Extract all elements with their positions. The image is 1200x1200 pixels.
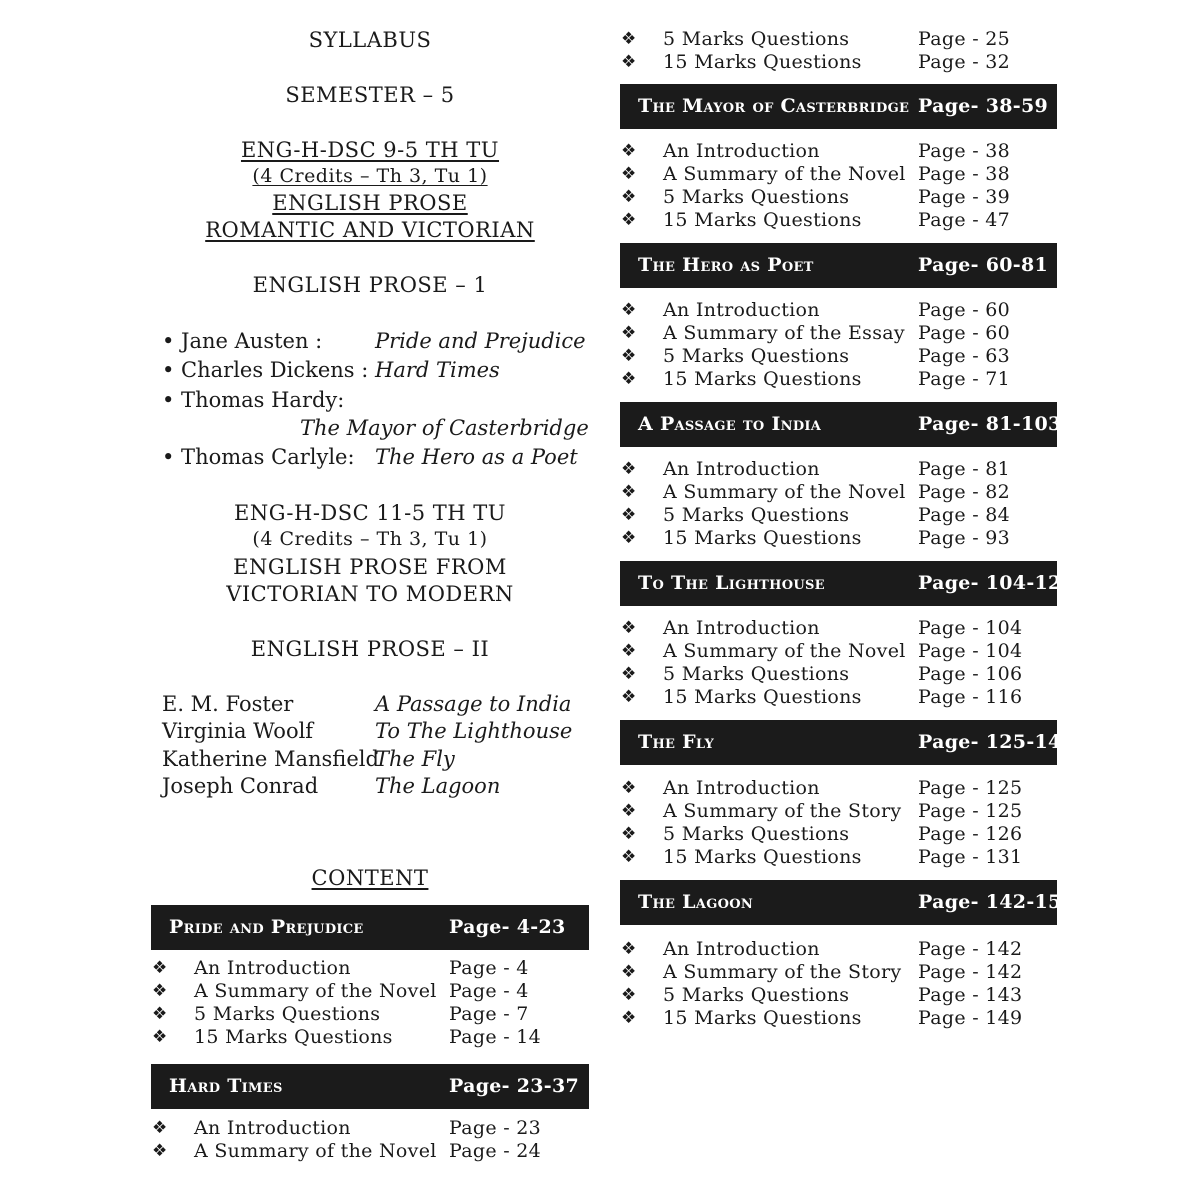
content-item-page: Page - 81 — [918, 458, 1011, 480]
content-item-page: Page - 60 — [918, 299, 1011, 321]
section-title: The Fly — [638, 731, 715, 753]
content-item-label: An Introduction — [194, 1117, 351, 1139]
content-item-page: Page - 143 — [918, 984, 1023, 1006]
diamond-bullet-icon: ❖ — [152, 958, 168, 978]
content-item-page: Page - 63 — [918, 345, 1011, 367]
content-item-page: Page - 142 — [918, 938, 1023, 960]
section-title: The Lagoon — [638, 891, 754, 913]
content-item-page: Page - 4 — [449, 980, 529, 1002]
content-item-label: A Summary of the Story — [663, 961, 902, 983]
content-item-page: Page - 104 — [918, 617, 1023, 639]
diamond-bullet-icon: ❖ — [621, 52, 637, 72]
section-header-bar — [620, 402, 1062, 447]
paper2-name-line1: ENGLISH PROSE FROM — [233, 555, 507, 579]
content-item-label: An Introduction — [663, 617, 820, 639]
diamond-bullet-icon: ❖ — [621, 369, 637, 389]
paper2-author: Virginia Woolf — [162, 719, 314, 743]
section-title: The Mayor of Casterbridge — [638, 95, 910, 117]
paper1-credits: (4 Credits – Th 3, Tu 1) — [252, 165, 488, 187]
paper2-author: Joseph Conrad — [162, 774, 319, 798]
content-item-page: Page - 60 — [918, 322, 1011, 344]
section-page-range: Page- 104-124 — [918, 572, 1076, 594]
content-item-label: A Summary of the Novel — [194, 1140, 437, 1162]
content-item-page: Page - 25 — [918, 28, 1011, 50]
content-item-page: Page - 38 — [918, 140, 1011, 162]
section-page-range: Page- 38-59 — [918, 95, 1049, 117]
content-item-label: 5 Marks Questions — [663, 984, 850, 1006]
content-item-page: Page - 7 — [449, 1003, 529, 1025]
content-item-page: Page - 125 — [918, 800, 1023, 822]
section-page-range: Page- 81-103 — [918, 413, 1062, 435]
content-heading: CONTENT — [311, 866, 429, 890]
content-item-label: 15 Marks Questions — [663, 527, 862, 549]
paper1-work: Pride and Prejudice — [375, 329, 586, 353]
content-item-label: An Introduction — [663, 458, 820, 480]
paper1-author-row — [162, 329, 322, 353]
paper2-name-line2: VICTORIAN TO MODERN — [226, 582, 514, 606]
content-item-label: An Introduction — [194, 957, 351, 979]
diamond-bullet-icon: ❖ — [621, 505, 637, 525]
content-item-label: 5 Marks Questions — [663, 823, 850, 845]
paper2-work: The Fly — [375, 747, 455, 771]
content-item-page: Page - 149 — [918, 1007, 1023, 1029]
diamond-bullet-icon: ❖ — [621, 300, 637, 320]
paper1-name-line2: ROMANTIC AND VICTORIAN — [205, 218, 535, 242]
diamond-bullet-icon: ❖ — [152, 1118, 168, 1138]
content-item-page: Page - 131 — [918, 846, 1023, 868]
content-item-label: 15 Marks Questions — [663, 686, 862, 708]
content-item-label: 15 Marks Questions — [194, 1026, 393, 1048]
paper1-subhead: ENGLISH PROSE – 1 — [252, 273, 488, 297]
section-header-bar — [151, 905, 589, 950]
content-item-page: Page - 23 — [449, 1117, 542, 1139]
paper2-work: The Lagoon — [375, 774, 501, 798]
content-item-label: 5 Marks Questions — [663, 504, 850, 526]
diamond-bullet-icon: ❖ — [621, 824, 637, 844]
paper1-work: The Hero as a Poet — [375, 445, 578, 469]
paper2-author: E. M. Foster — [162, 692, 294, 716]
content-item-page: Page - 32 — [918, 51, 1011, 73]
content-item-label: An Introduction — [663, 299, 820, 321]
content-item-label: A Summary of the Novel — [663, 640, 906, 662]
content-item-page: Page - 47 — [918, 209, 1011, 231]
content-item-label: 15 Marks Questions — [663, 209, 862, 231]
diamond-bullet-icon: ❖ — [621, 962, 637, 982]
diamond-bullet-icon: ❖ — [621, 323, 637, 343]
diamond-bullet-icon: ❖ — [621, 641, 637, 661]
section-title: A Passage to India — [638, 413, 822, 435]
content-item-page: Page - 116 — [918, 686, 1023, 708]
author-name: • Jane Austen : — [162, 329, 323, 353]
diamond-bullet-icon: ❖ — [621, 164, 637, 184]
section-header-bar — [620, 880, 1076, 925]
content-item-label: A Summary of the Story — [663, 800, 902, 822]
diamond-bullet-icon: ❖ — [621, 778, 637, 798]
diamond-bullet-icon: ❖ — [621, 459, 637, 479]
section-header-bar — [151, 1064, 589, 1109]
paper2-code: ENG-H-DSC 11-5 TH TU — [234, 501, 506, 525]
diamond-bullet-icon: ❖ — [621, 141, 637, 161]
content-item-page: Page - 142 — [918, 961, 1023, 983]
content-item-page: Page - 84 — [918, 504, 1011, 526]
content-item-page: Page - 39 — [918, 186, 1011, 208]
diamond-bullet-icon: ❖ — [621, 482, 637, 502]
content-item-page: Page - 125 — [918, 777, 1023, 799]
diamond-bullet-icon: ❖ — [621, 847, 637, 867]
content-item-label: An Introduction — [663, 140, 820, 162]
author-name: • Charles Dickens : — [162, 358, 369, 382]
section-title: The Hero as Poet — [638, 254, 814, 276]
diamond-bullet-icon: ❖ — [621, 346, 637, 366]
paper2-author: Katherine Mansfield — [162, 747, 379, 771]
diamond-bullet-icon: ❖ — [621, 528, 637, 548]
content-item-label: An Introduction — [663, 938, 820, 960]
paper1-code: ENG-H-DSC 9-5 TH TU — [240, 138, 500, 162]
content-item-label: 5 Marks Questions — [663, 663, 850, 685]
content-item-label: 5 Marks Questions — [194, 1003, 381, 1025]
section-title: Hard Times — [169, 1075, 283, 1097]
content-item-label: 15 Marks Questions — [663, 1007, 862, 1029]
content-item-label: 5 Marks Questions — [663, 345, 850, 367]
paper2-subhead: ENGLISH PROSE – II — [250, 637, 490, 661]
section-page-range: Page- 125-141 — [918, 731, 1076, 753]
content-item-page: Page - 82 — [918, 481, 1011, 503]
diamond-bullet-icon: ❖ — [152, 1027, 168, 1047]
author-name: • Thomas Carlyle: — [162, 445, 355, 469]
content-item-page: Page - 106 — [918, 663, 1023, 685]
diamond-bullet-icon: ❖ — [621, 618, 637, 638]
author-name: • Thomas Hardy: — [162, 388, 345, 412]
paper2-credits: (4 Credits – Th 3, Tu 1) — [252, 528, 488, 550]
content-item-label: 5 Marks Questions — [663, 186, 850, 208]
content-item-label: A Summary of the Novel — [194, 980, 437, 1002]
content-item-label: A Summary of the Essay — [663, 322, 905, 344]
content-item-page: Page - 104 — [918, 640, 1023, 662]
content-item-label: 15 Marks Questions — [663, 846, 862, 868]
paper1-work: Hard Times — [375, 358, 500, 382]
diamond-bullet-icon: ❖ — [152, 1141, 168, 1161]
content-item-page: Page - 126 — [918, 823, 1023, 845]
diamond-bullet-icon: ❖ — [621, 939, 637, 959]
paper2-work: A Passage to India — [375, 692, 572, 716]
diamond-bullet-icon: ❖ — [621, 187, 637, 207]
diamond-bullet-icon: ❖ — [152, 981, 168, 1001]
diamond-bullet-icon: ❖ — [621, 687, 637, 707]
diamond-bullet-icon: ❖ — [621, 29, 637, 49]
semester-heading: SEMESTER – 5 — [285, 83, 455, 107]
content-item-page: Page - 93 — [918, 527, 1011, 549]
paper2-work: To The Lighthouse — [375, 719, 573, 743]
diamond-bullet-icon: ❖ — [621, 210, 637, 230]
paper1-author-row — [162, 388, 344, 412]
section-page-range: Page- 60-81 — [918, 254, 1049, 276]
section-header-bar — [620, 243, 1057, 288]
content-item-label: A Summary of the Novel — [663, 481, 906, 503]
content-item-label: A Summary of the Novel — [663, 163, 906, 185]
content-item-page: Page - 38 — [918, 163, 1011, 185]
paper1-name-line1: ENGLISH PROSE — [272, 191, 468, 215]
diamond-bullet-icon: ❖ — [152, 1004, 168, 1024]
content-item-page: Page - 14 — [449, 1026, 542, 1048]
content-item-label: 15 Marks Questions — [663, 51, 862, 73]
paper1-author-row — [162, 358, 368, 382]
content-item-label: An Introduction — [663, 777, 820, 799]
paper1-author-row — [162, 445, 355, 469]
section-page-range: Page- 142-156 — [918, 891, 1076, 913]
syllabus-title: SYLLABUS — [308, 28, 432, 52]
section-page-range: Page- 4-23 — [449, 916, 566, 938]
diamond-bullet-icon: ❖ — [621, 664, 637, 684]
content-item-label: 15 Marks Questions — [663, 368, 862, 390]
section-header-bar — [620, 84, 1057, 129]
section-title: Pride and Prejudice — [169, 916, 364, 938]
content-item-page: Page - 4 — [449, 957, 529, 979]
section-header-bar — [620, 720, 1076, 765]
diamond-bullet-icon: ❖ — [621, 801, 637, 821]
section-header-bar — [620, 561, 1076, 606]
content-item-label: 5 Marks Questions — [663, 28, 850, 50]
content-item-page: Page - 24 — [449, 1140, 542, 1162]
diamond-bullet-icon: ❖ — [621, 985, 637, 1005]
diamond-bullet-icon: ❖ — [621, 1008, 637, 1028]
section-title: To The Lighthouse — [638, 572, 825, 594]
paper1-work: The Mayor of Casterbridge — [300, 416, 589, 440]
section-page-range: Page- 23-37 — [449, 1075, 580, 1097]
content-item-page: Page - 71 — [918, 368, 1011, 390]
